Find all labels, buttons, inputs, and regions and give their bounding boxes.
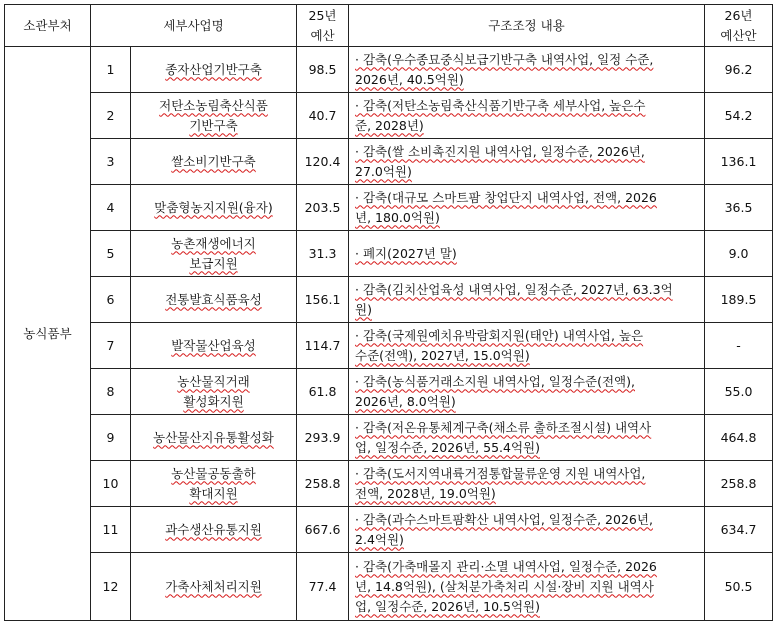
budget26-cell: 258.8 xyxy=(705,461,773,507)
budget26-cell: - xyxy=(705,323,773,369)
content-text: 준, 2028년) xyxy=(355,117,424,133)
content-line xyxy=(355,208,698,228)
content-line xyxy=(355,372,698,392)
restructuring-content-cell xyxy=(349,415,705,461)
dept-cell: 농식품부 xyxy=(5,47,91,621)
project-name-cell xyxy=(131,507,297,553)
project-name-cell xyxy=(131,553,297,621)
header-budget26 xyxy=(705,5,773,47)
content-text: 전액, 2028년, 19.0억원) xyxy=(355,485,496,501)
budget26-cell: 54.2 xyxy=(705,93,773,139)
content-line xyxy=(355,162,698,182)
content-line xyxy=(355,326,698,346)
project-name-line xyxy=(135,372,292,392)
budget26-cell: 634.7 xyxy=(705,507,773,553)
restructuring-content-cell xyxy=(349,553,705,621)
header-content: 구조조정 내용 xyxy=(349,5,705,47)
restructuring-content-cell xyxy=(349,185,705,231)
row-number: 12 xyxy=(91,553,131,621)
project-name-line xyxy=(135,116,292,136)
project-name-line xyxy=(135,198,292,218)
content-line xyxy=(355,530,698,550)
project-name-cell xyxy=(131,369,297,415)
header-budget26-line1: 26년 xyxy=(724,7,753,23)
content-line xyxy=(355,142,698,162)
project-name-text: 농산물산지유통활성화 xyxy=(153,429,274,445)
row-number: 10 xyxy=(91,461,131,507)
row-number: 9 xyxy=(91,415,131,461)
header-row xyxy=(5,5,773,47)
content-text: · 감축(김치산업육성 내역사업, 일정수준, 2027년, 63.3억 xyxy=(355,281,673,297)
content-line xyxy=(355,484,698,504)
table-row xyxy=(5,139,773,185)
content-text: · 감축(저온유통체계구축(채소류 출하조절시설) 내역사 xyxy=(355,419,652,435)
row-number: 3 xyxy=(91,139,131,185)
budget25-cell: 120.4 xyxy=(297,139,349,185)
budget26-cell: 189.5 xyxy=(705,277,773,323)
project-name-text: 보급지원 xyxy=(189,255,238,271)
project-name-cell xyxy=(131,93,297,139)
project-name-cell xyxy=(131,47,297,93)
budget25-cell: 40.7 xyxy=(297,93,349,139)
project-name-text: 종자산업기반구축 xyxy=(165,61,262,77)
budget25-cell: 77.4 xyxy=(297,553,349,621)
content-line xyxy=(355,464,698,484)
table-body xyxy=(5,47,773,621)
table-row xyxy=(5,231,773,277)
header-budget25-line2: 예산 xyxy=(310,27,335,43)
header-budget26-line2: 예산안 xyxy=(720,27,757,43)
restructuring-content-cell xyxy=(349,277,705,323)
budget26-cell: 55.0 xyxy=(705,369,773,415)
project-name-text: 발작물산업육성 xyxy=(171,337,256,353)
restructuring-content-cell xyxy=(349,369,705,415)
project-name-cell xyxy=(131,139,297,185)
project-name-line xyxy=(135,254,292,274)
content-text: · 감축(가축매몰지 관리·소멸 내역사업, 일정수준, 2026 xyxy=(355,558,657,574)
project-name-text: 확대지원 xyxy=(189,485,238,501)
budget25-cell: 667.6 xyxy=(297,507,349,553)
project-name-text: 맞춤형농지지원(융자) xyxy=(154,199,273,215)
content-text: · 폐지(2027년 말) xyxy=(355,245,457,261)
budget26-cell: 36.5 xyxy=(705,185,773,231)
content-line xyxy=(355,280,698,300)
project-name-line xyxy=(135,520,292,540)
content-text: 업, 일정수준, 2026년, 10.5억원) xyxy=(355,598,540,614)
row-number: 8 xyxy=(91,369,131,415)
content-line xyxy=(355,577,698,597)
content-text: · 감축(국제원예치유박람회지원(태안) 내역사업, 높은 xyxy=(355,327,644,343)
table-row xyxy=(5,553,773,621)
restructuring-content-cell xyxy=(349,323,705,369)
budget25-cell: 114.7 xyxy=(297,323,349,369)
table-row xyxy=(5,369,773,415)
restructuring-content-cell xyxy=(349,93,705,139)
content-line xyxy=(355,418,698,438)
budget-restructuring-table xyxy=(4,4,773,621)
content-text: 2026년, 40.5억원) xyxy=(355,71,464,87)
project-name-line xyxy=(135,428,292,448)
content-text: · 감축(대규모 스마트팜 창업단지 내역사업, 전액, 2026 xyxy=(355,189,657,205)
budget25-cell: 203.5 xyxy=(297,185,349,231)
project-name-text: 쌀소비기반구축 xyxy=(171,153,256,169)
content-line xyxy=(355,392,698,412)
content-text: 2026년, 8.0억원) xyxy=(355,393,456,409)
content-text: 년, 14.8억원), (살처분가축처리 시설·장비 지원 내역사 xyxy=(355,578,654,594)
project-name-cell xyxy=(131,277,297,323)
content-line xyxy=(355,244,698,264)
budget25-cell: 31.3 xyxy=(297,231,349,277)
table-row xyxy=(5,277,773,323)
project-name-cell xyxy=(131,415,297,461)
header-budget25 xyxy=(297,5,349,47)
project-name-text: 활성화지원 xyxy=(183,393,244,409)
row-number: 5 xyxy=(91,231,131,277)
restructuring-content-cell xyxy=(349,507,705,553)
budget26-cell: 50.5 xyxy=(705,553,773,621)
content-line xyxy=(355,70,698,90)
content-line xyxy=(355,116,698,136)
project-name-line xyxy=(135,60,292,80)
project-name-cell xyxy=(131,323,297,369)
content-line xyxy=(355,438,698,458)
content-line xyxy=(355,346,698,366)
table-row xyxy=(5,47,773,93)
budget25-cell: 258.8 xyxy=(297,461,349,507)
table-row xyxy=(5,93,773,139)
project-name-text: 전통발효식품육성 xyxy=(165,291,262,307)
content-line xyxy=(355,96,698,116)
content-text: · 감축(저탄소농림축산식품기반구축 세부사업, 높은수 xyxy=(355,97,646,113)
project-name-line xyxy=(135,290,292,310)
project-name-text: 저탄소농림축산식품 xyxy=(159,97,268,113)
project-name-text: 농산물공동출하 xyxy=(171,465,256,481)
project-name-line xyxy=(135,577,292,597)
table-row xyxy=(5,507,773,553)
project-name-text: 기반구축 xyxy=(189,117,238,133)
budget26-cell: 96.2 xyxy=(705,47,773,93)
project-name-text: 과수생산유통지원 xyxy=(165,521,262,537)
content-text: 2.4억원) xyxy=(355,531,404,547)
project-name-line xyxy=(135,392,292,412)
budget25-cell: 293.9 xyxy=(297,415,349,461)
budget25-cell: 98.5 xyxy=(297,47,349,93)
project-name-line xyxy=(135,152,292,172)
content-line xyxy=(355,597,698,617)
content-text: 업, 일정수준, 2026년, 55.4억원) xyxy=(355,439,540,455)
header-project: 세부사업명 xyxy=(91,5,297,47)
content-text: · 감축(농식품거래소지원 내역사업, 일정수준(전액), xyxy=(355,373,635,389)
content-text: · 감축(우수종묘중식보급기반구축 내역사업, 일정 수준, xyxy=(355,51,654,67)
budget25-cell: 156.1 xyxy=(297,277,349,323)
content-text: 년, 180.0억원) xyxy=(355,209,440,225)
budget26-cell: 464.8 xyxy=(705,415,773,461)
content-text: 27.0억원) xyxy=(355,163,412,179)
row-number: 6 xyxy=(91,277,131,323)
project-name-text: 농촌재생에너지 xyxy=(171,235,256,251)
row-number: 7 xyxy=(91,323,131,369)
project-name-text: 가축사체처리지원 xyxy=(165,578,262,594)
project-name-line xyxy=(135,336,292,356)
restructuring-content-cell xyxy=(349,139,705,185)
project-name-line xyxy=(135,234,292,254)
table-row xyxy=(5,323,773,369)
content-text: · 감축(과수스마트팜확산 내역사업, 일정수준, 2026년, xyxy=(355,511,653,527)
project-name-line xyxy=(135,464,292,484)
content-line xyxy=(355,50,698,70)
table-row xyxy=(5,185,773,231)
budget26-cell: 9.0 xyxy=(705,231,773,277)
content-line xyxy=(355,557,698,577)
table-row xyxy=(5,415,773,461)
row-number: 2 xyxy=(91,93,131,139)
budget26-cell: 136.1 xyxy=(705,139,773,185)
content-line xyxy=(355,300,698,320)
project-name-cell xyxy=(131,461,297,507)
table-row xyxy=(5,461,773,507)
project-name-cell xyxy=(131,231,297,277)
header-dept: 소관부처 xyxy=(5,5,91,47)
budget25-cell: 61.8 xyxy=(297,369,349,415)
content-line xyxy=(355,188,698,208)
content-text: · 감축(쌀 소비촉진지원 내역사업, 일정수준, 2026년, xyxy=(355,143,645,159)
content-text: 수준(전액), 2027년, 15.0억원) xyxy=(355,347,530,363)
row-number: 11 xyxy=(91,507,131,553)
project-name-line xyxy=(135,484,292,504)
restructuring-content-cell xyxy=(349,231,705,277)
row-number: 1 xyxy=(91,47,131,93)
content-text: · 감축(도서지역내륙거점통합물류운영 지원 내역사업, xyxy=(355,465,646,481)
header-budget25-line1: 25년 xyxy=(308,7,337,23)
row-number: 4 xyxy=(91,185,131,231)
project-name-line xyxy=(135,96,292,116)
project-name-text: 농산물직거래 xyxy=(177,373,250,389)
restructuring-content-cell xyxy=(349,461,705,507)
content-text: 원) xyxy=(355,301,372,317)
restructuring-content-cell xyxy=(349,47,705,93)
project-name-cell xyxy=(131,185,297,231)
content-line xyxy=(355,510,698,530)
